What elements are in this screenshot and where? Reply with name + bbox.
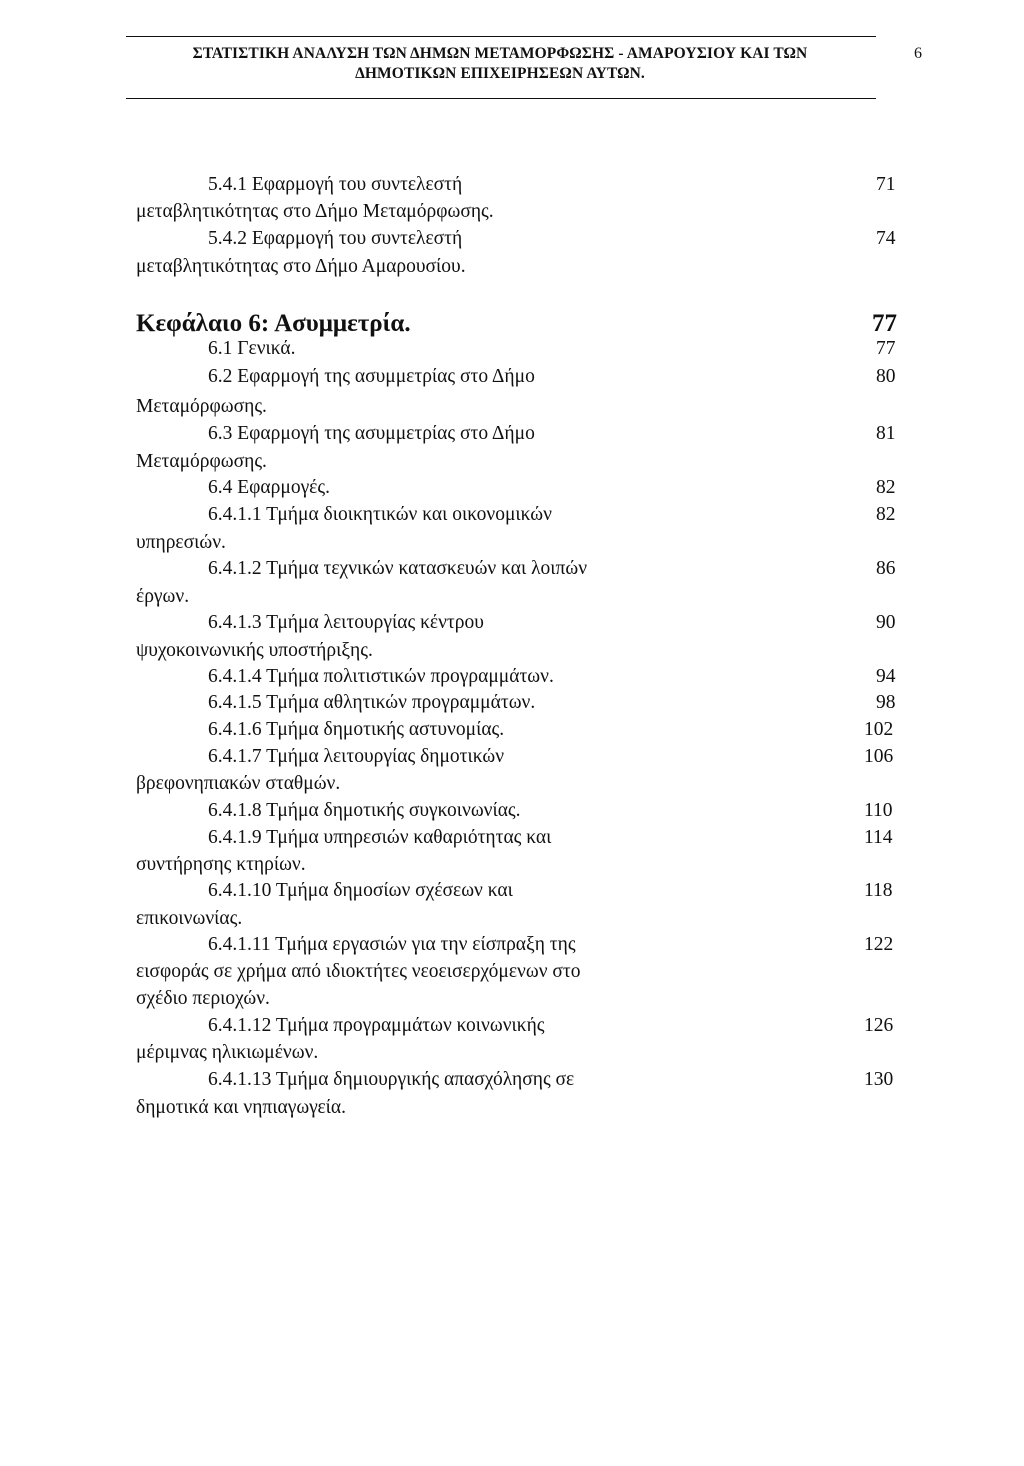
toc-entry-6-4-1-7-page: 106 [864, 746, 894, 767]
toc-entry-5-4-2-page: 74 [876, 228, 896, 249]
toc-entry-6-4-1-2-continuation: έργων. [136, 586, 190, 607]
toc-entry-6-4-1-3-continuation: ψυχοκοινωνικής υποστήριξης. [136, 640, 373, 661]
document-title-line-1: ΣΤΑΤΙΣΤΙΚΗ ΑΝΑΛΥΣΗ ΤΩΝ ΔΗΜΩΝ ΜΕΤΑΜΟΡΦΩΣΗΣ - ΑΜΑΡΟΥΣΙΟΥ ΚΑΙ ΤΩΝ [192, 45, 808, 62]
toc-entry-6-4-1-1-page: 82 [876, 504, 896, 525]
toc-entry-5-4-1-title: 5.4.1 Εφαρμογή του συντελεστή [208, 174, 463, 195]
toc-entry-6-4-1-11-page: 122 [864, 934, 894, 955]
toc-entry-6-4-title: 6.4 Εφαρμογές. [208, 477, 330, 498]
toc-entry-6-1-page: 77 [876, 338, 896, 359]
toc-entry-6-4-1-9-page: 114 [864, 827, 893, 848]
toc-entry-6-4-1-2-title: 6.4.1.2 Τμήμα τεχνικών κατασκευών και λοιπών [208, 558, 588, 579]
toc-entry-6-4-1-1-title: 6.4.1.1 Τμήμα διοικητικών και οικονομικών [208, 504, 552, 525]
toc-entry-6-4-1-2-page: 86 [876, 558, 896, 579]
toc-entry-6-4-1-9-continuation: συντήρησης κτηρίων. [136, 854, 306, 875]
toc-entry-6-4-1-4-title: 6.4.1.4 Τμήμα πολιτιστικών προγραμμάτων. [208, 666, 554, 687]
toc-entry-6-4-1-10-continuation: επικοινωνίας. [136, 908, 243, 929]
toc-entry-6-4-1-9-title: 6.4.1.9 Τμήμα υπηρεσιών καθαριότητας και [208, 827, 552, 848]
toc-entry-6-4-1-4-page: 94 [876, 666, 896, 687]
toc-entry-5-4-1-page: 71 [876, 174, 896, 195]
toc-entry-6-4-1-1-continuation: υπηρεσιών. [136, 532, 226, 553]
toc-entry-6-4-1-10-page: 118 [864, 880, 893, 901]
toc-entry-6-4-1-12-continuation: μέριμνας ηλικιωμένων. [136, 1042, 319, 1063]
toc-entry-6-4-1-8-page: 110 [864, 800, 893, 821]
toc-chapter-6-page: 77 [872, 310, 897, 337]
toc-entry-5-4-1-continuation: μεταβλητικότητας στο Δήμο Μεταμόρφωσης. [136, 201, 494, 222]
toc-entry-6-4-1-7-continuation: βρεφονηπιακών σταθμών. [136, 773, 341, 794]
toc-entry-6-4-1-6-page: 102 [864, 719, 894, 740]
toc-entry-6-3-title: 6.3 Εφαρμογή της ασυμμετρίας στο Δήμο [208, 423, 535, 444]
toc-entry-6-4-1-13-continuation: δημοτικά και νηπιαγωγεία. [136, 1097, 346, 1118]
toc-entry-6-4-1-3-title: 6.4.1.3 Τμήμα λειτουργίας κέντρου [208, 612, 484, 633]
toc-entry-5-4-2-title: 5.4.2 Εφαρμογή του συντελεστή [208, 228, 463, 249]
toc-entry-6-4-1-10-title: 6.4.1.10 Τμήμα δημοσίων σχέσεων και [208, 880, 513, 901]
toc-entry-6-4-1-13-title: 6.4.1.13 Τμήμα δημιουργικής απασχόλησης σε [208, 1069, 575, 1090]
toc-entry-6-3-continuation: Μεταμόρφωσης. [136, 451, 267, 472]
toc-entry-6-4-1-11-continuation: σχέδιο περιοχών. [136, 988, 270, 1009]
toc-entry-6-4-1-8-title: 6.4.1.8 Τμήμα δημοτικής συγκοινωνίας. [208, 800, 521, 821]
toc-entry-6-2-title: 6.2 Εφαρμογή της ασυμμετρίας στο Δήμο [208, 366, 535, 387]
toc-entry-6-4-1-3-page: 90 [876, 612, 896, 633]
toc-entry-6-4-1-6-title: 6.4.1.6 Τμήμα δημοτικής αστυνομίας. [208, 719, 505, 740]
document-title-line-2: ΔΗΜΟΤΙΚΩΝ ΕΠΙΧΕΙΡΗΣΕΩΝ ΑΥΤΩΝ. [355, 65, 645, 82]
toc-entry-6-4-1-5-page: 98 [876, 692, 896, 713]
toc-entry-6-4-1-12-page: 126 [864, 1015, 894, 1036]
toc-entry-6-4-1-12-title: 6.4.1.12 Τμήμα προγραμμάτων κοινωνικής [208, 1015, 545, 1036]
toc-entry-6-4-1-11-title: 6.4.1.11 Τμήμα εργασιών για την είσπραξη της [208, 934, 576, 955]
toc-chapter-6-title: Κεφάλαιο 6: Ασυμμετρία. [136, 310, 411, 337]
toc-entry-6-4-1-11-continuation: εισφοράς σε χρήμα από ιδιοκτήτες νεοεισερχόμενων στο [136, 961, 581, 982]
toc-entry-6-3-page: 81 [876, 423, 896, 444]
toc-entry-6-2-page: 80 [876, 366, 896, 387]
page-number: 6 [914, 45, 922, 62]
toc-entry-6-4-1-13-page: 130 [864, 1069, 894, 1090]
toc-entry-6-4-page: 82 [876, 477, 896, 498]
toc-entry-6-2-continuation: Μεταμόρφωσης. [136, 396, 267, 417]
toc-entry-6-1-title: 6.1 Γενικά. [208, 338, 296, 359]
toc-entry-6-4-1-5-title: 6.4.1.5 Τμήμα αθλητικών προγραμμάτων. [208, 692, 536, 713]
toc-entry-5-4-2-continuation: μεταβλητικότητας στο Δήμο Αμαρουσίου. [136, 256, 466, 277]
toc-entry-6-4-1-7-title: 6.4.1.7 Τμήμα λειτουργίας δημοτικών [208, 746, 505, 767]
